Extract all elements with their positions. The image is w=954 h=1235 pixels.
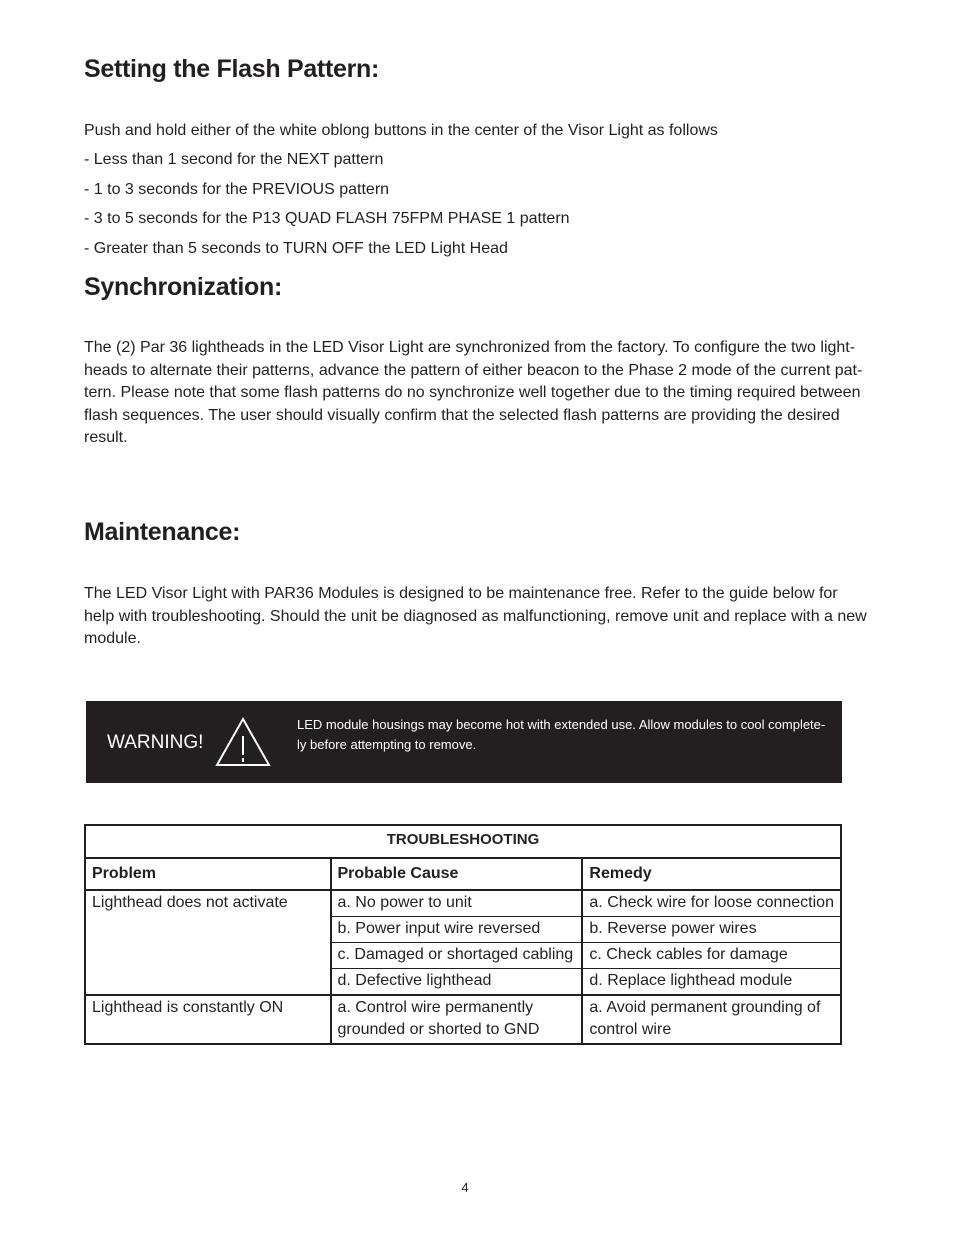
- remedy-cell: [582, 943, 841, 969]
- warning-box: [86, 701, 842, 783]
- warning-message: [297, 715, 832, 754]
- cause-cell: [331, 943, 583, 969]
- maintenance-line: module.: [84, 630, 141, 647]
- synchronization-heading: Synchronization:: [84, 273, 282, 301]
- maintenance-paragraph: [84, 583, 867, 651]
- cause-cell: [331, 969, 583, 996]
- troubleshooting-title: TROUBLESHOOTING: [85, 825, 841, 858]
- remedy-text: a. Check wire for loose connection: [589, 894, 834, 911]
- problem-cell: Lighthead is constantly ON: [85, 995, 331, 1044]
- problem-cell: Lighthead does not activate: [85, 890, 331, 995]
- warning-triangle-icon: [214, 716, 272, 768]
- remedy-cell: [582, 917, 841, 943]
- remedy-cell: [582, 995, 841, 1044]
- cause-text: grounded or shorted to GND: [337, 1021, 540, 1038]
- flash-pattern-heading: Setting the Flash Pattern:: [84, 55, 380, 83]
- remedy-text: d. Replace lighthead module: [589, 972, 793, 989]
- cause-text: a. No power to unit: [337, 894, 472, 911]
- page-number: 4: [461, 1180, 469, 1195]
- troubleshooting-table: [84, 824, 842, 1045]
- column-header-remedy: Remedy: [582, 858, 841, 890]
- cause-text: a. Control wire permanently: [337, 999, 534, 1016]
- column-header-cause: Probable Cause: [331, 858, 583, 890]
- cause-cell: [331, 995, 583, 1044]
- remedy-text: b. Reverse power wires: [589, 920, 757, 937]
- cause-text: d. Defective lighthead: [337, 972, 492, 989]
- cause-cell: [331, 917, 583, 943]
- remedy-cell: [582, 890, 841, 917]
- remedy-text: c. Check cables for damage: [589, 946, 788, 963]
- cause-cell: [331, 890, 583, 917]
- maintenance-heading: Maintenance:: [84, 518, 241, 546]
- maintenance-line: The LED Visor Light with PAR36 Modules is designed to be maintenance free. Refer to the guide below for: [84, 585, 838, 602]
- sync-line: heads to alternate their patterns, advance the pattern of either beacon to the Phase 2 mode of the current pat-: [84, 361, 863, 379]
- warning-line: ly before attempting to remove.: [297, 736, 477, 752]
- cause-text: b. Power input wire reversed: [337, 920, 541, 937]
- table-row: [85, 890, 841, 917]
- flash-intro: Push and hold either of the white oblong buttons in the center of the Visor Light as follows: [84, 122, 718, 139]
- maintenance-line: help with troubleshooting. Should the unit be diagnosed as malfunctioning, remove unit and replace with a new: [84, 607, 867, 625]
- sync-line: result.: [84, 429, 128, 446]
- remedy-text: a. Avoid permanent grounding of: [589, 999, 821, 1016]
- flash-item-previous: - 1 to 3 seconds for the PREVIOUS pattern: [84, 181, 390, 198]
- table-row: [85, 995, 841, 1044]
- column-header-problem: Problem: [85, 858, 331, 890]
- remedy-text: control wire: [589, 1021, 672, 1038]
- warning-label: WARNING!: [107, 732, 204, 753]
- flash-item-next: - Less than 1 second for the NEXT pattern: [84, 151, 384, 168]
- flash-item-p13: - 3 to 5 seconds for the P13 QUAD FLASH 75FPM PHASE 1 pattern: [84, 210, 570, 227]
- sync-line: flash sequences. The user should visually confirm that the selected flash patterns are providing the desired: [84, 406, 840, 424]
- warning-line: LED module housings may become hot with extended use. Allow modules to cool complete-: [297, 717, 826, 732]
- cause-text: c. Damaged or shortaged cabling: [337, 946, 574, 963]
- sync-line: tern. Please note that some flash patterns do no synchronize well together due to the timing required between: [84, 384, 861, 401]
- synchronization-paragraph: [84, 337, 863, 450]
- sync-line: The (2) Par 36 lightheads in the LED Visor Light are synchronized from the factory. To configure the two light-: [84, 339, 856, 356]
- flash-item-off: - Greater than 5 seconds to TURN OFF the LED Light Head: [84, 240, 508, 257]
- remedy-cell: [582, 969, 841, 996]
